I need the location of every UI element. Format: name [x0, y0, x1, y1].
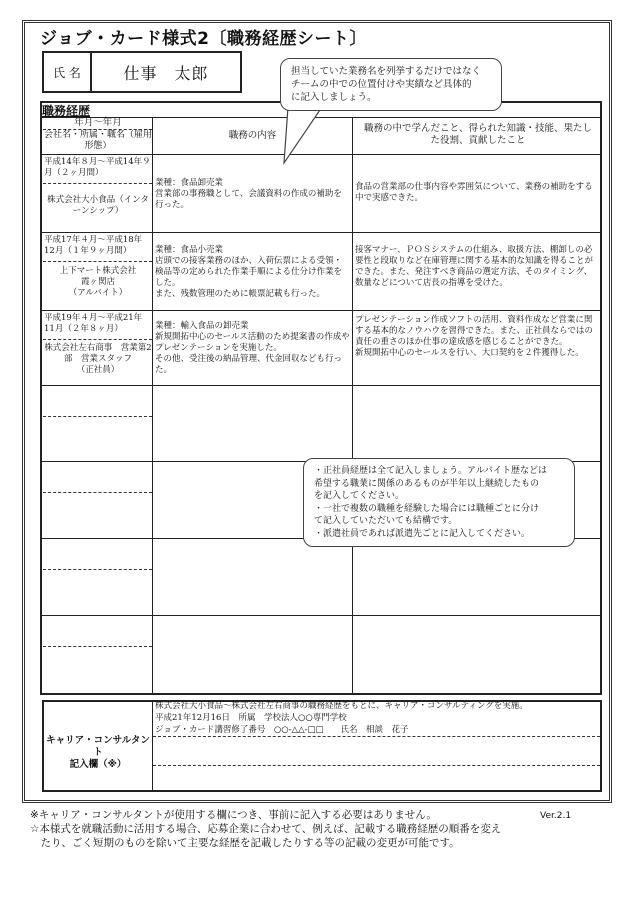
header-company: 会社名・所属・職名（雇用形態）	[44, 130, 153, 151]
dotted-divider	[43, 261, 152, 262]
dotted-divider	[43, 339, 152, 340]
dotted-divider	[153, 765, 600, 766]
row-company: 株式会社大小食品（インターンシップ）	[47, 195, 149, 216]
column-divider	[152, 701, 153, 791]
row-divider	[42, 310, 600, 311]
name-label: 氏 名	[44, 53, 92, 91]
row-divider	[42, 232, 600, 233]
row-period: 平成19年４月～平成21年11月（２年８ヶ月）	[44, 313, 143, 334]
row-divider	[42, 615, 600, 616]
page-title: ジョブ・カード様式2〔職務経歴シート〕	[40, 29, 367, 49]
row-period: 平成17年４月～平成18年12月（１年９ヶ月間）	[44, 235, 143, 256]
row-company: 上下マート株式会社 霞ヶ関店 （アルバイト）	[59, 266, 137, 298]
callout-tip-top: 担当していた業務名を列挙するだけではなく チームの中での位置付けや実績など具体的 に記入しましょう。	[280, 58, 502, 111]
dotted-divider	[43, 416, 152, 417]
header-period: 年月～年月	[74, 117, 122, 128]
dotted-divider	[153, 736, 600, 737]
dotted-divider	[43, 492, 152, 493]
footer-note-1: ※キャリア・コンサルタントが使用する欄につき、事前に記入する必要はありません。	[30, 809, 437, 821]
consultant-label: キャリア・コンサルタント 記入欄（※）	[46, 735, 150, 770]
footer-note-2: ☆本様式を就職活動に活用する場合、応募企業に合わせて、例えば、記載する職務経歴の順番を変え たり、ごく短期のものを除いて主要な経歴を記載したりする等の記載の変更が可能です。	[30, 823, 502, 849]
name-value[interactable]: 仕事 太郎	[123, 63, 209, 83]
row-duties: 業種：輸入食品の卸売業 新規開拓中心のセールス活動のため提案書の作成やプレゼンテーションを実施した。 その他、受注後の納品管理、代金回収なども行った。	[155, 321, 350, 375]
consultant-line1[interactable]: 株式会社大小食品～株式会社左右商事の職務経歴をもとに、キャリア・コンサルティングを実施。	[155, 701, 528, 711]
consultant-line2[interactable]: 平成21年12月16日 所属 学校法人○○専門学校	[155, 713, 347, 723]
row-learned: プレゼンテーション作成ソフトの活用、資料作成など営業に関する基本的なノウハウを習得できた。また、正社員ならではの責任の重さのほか仕事の達成感を感じることができた。 新規開拓中心のセールスを行い、大口契約を２件獲得した。	[355, 315, 593, 358]
row-divider	[42, 385, 600, 386]
name-field	[42, 51, 242, 93]
dotted-divider	[43, 569, 152, 570]
row-learned: 食品の営業部の仕事内容や雰囲気について、業務の補助をする中で実感できた。	[355, 182, 593, 203]
row-duties: 業種：食品卸売業 営業部の事務職として、会議資料の作成の補助を行った。	[155, 178, 342, 210]
version-label: Ver.2.1	[540, 811, 572, 821]
consultant-line3[interactable]: ジョブ・カード講習修了番号 ○○-△△-□□ 氏名 相談 花子	[155, 725, 409, 735]
dotted-divider	[43, 646, 152, 647]
column-divider	[352, 117, 353, 693]
header-duties: 職務の内容	[228, 130, 277, 141]
row-learned: 接客マナー、ＰＯＳシステムの仕組み、取扱方法、棚卸しの必要性と段取りなど在庫管理に関する基本的な知識を得ることができた。また、発注すべき商品の選定方法、そのタイミング、数量などについて店長の指導を受けた。	[355, 245, 594, 288]
callout-join	[303, 106, 339, 110]
row-period: 平成14年８月～平成14年９月（２ヶ月間）	[44, 157, 151, 178]
row-company: 株式会社左右商事 営業第2部 営業スタッフ （正社員）	[44, 343, 152, 375]
dotted-divider	[43, 183, 152, 184]
column-divider	[152, 117, 153, 693]
row-duties: 業種：食品小売業 店頭での接客業務のほか、入荷伝票による受領・検品等の定められた作業手順による仕分け作業をした。 また、残数管理のために帳票記載も行った。	[155, 245, 343, 299]
callout-tip-bottom: ・正社員経歴は全て記入しましょう。アルバイト歴などは 希望する職業に関係のあるものが半年以上継続したもの を記入してください。 ・一社で複数の職種を経験した場合には職種ごとに分け て記入していただいても結構です。 ・派遣社員であれば派遣先ごとに記入してください。	[303, 458, 575, 547]
header-learned: 職務の中で学んだこと、得られた知識・技能、果たした役割、貢献したこと	[363, 123, 592, 146]
section-label: 職務経歴	[42, 104, 91, 118]
